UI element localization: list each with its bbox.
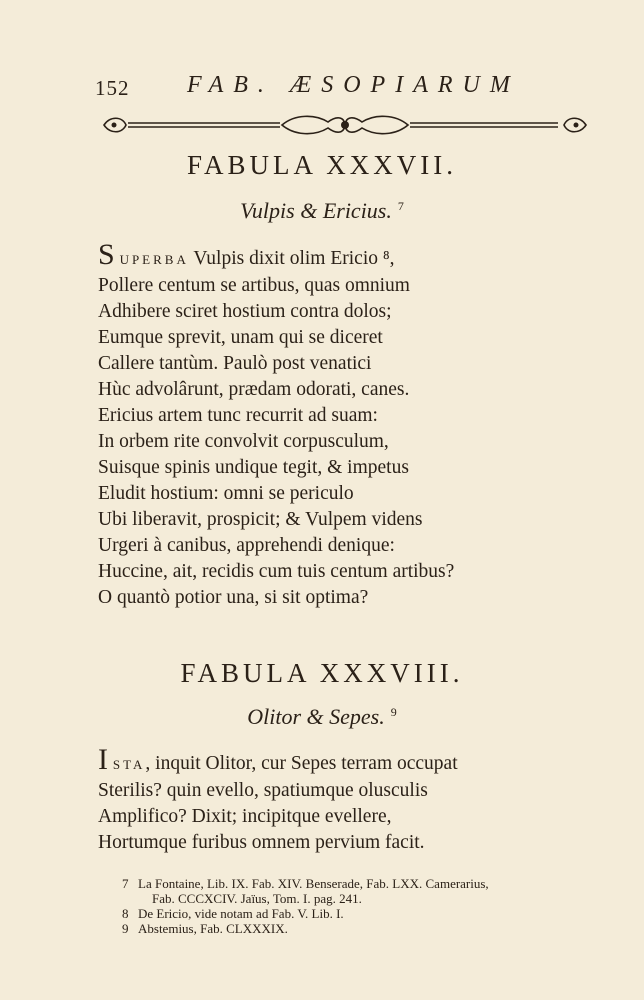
footnote-ref-7: 7	[397, 198, 404, 213]
footnote	[122, 921, 622, 936]
drop-initial: S	[98, 238, 115, 271]
fable-38-verse	[98, 743, 498, 856]
verse-line: S UPERBA Vulpis dixit olim Ericio ⁸,	[98, 238, 395, 271]
fable-37-verse	[98, 238, 498, 611]
verse-line: Ericius artem tunc recurrit ad suam:	[98, 405, 378, 426]
footnote	[122, 876, 622, 891]
footnote-ref-9: 9	[390, 704, 397, 719]
drop-initial: I	[98, 743, 108, 776]
footnote-number: 8	[122, 906, 129, 921]
footnote	[122, 891, 622, 906]
verse-line: Hortumque furibus omnem pervium facit.	[98, 832, 425, 853]
fable-37-heading: FABULA XXXVII.	[187, 150, 457, 180]
footnote-text: Fab. CCCXCIV. Jaïus, Tom. I. pag. 241.	[152, 891, 362, 906]
fable-38-subtitle	[0, 704, 644, 730]
footnote	[122, 906, 622, 921]
footnote-number: 9	[122, 921, 129, 936]
footnote-number: 7	[122, 876, 129, 891]
fable-37-subtitle	[0, 198, 644, 224]
running-head-title: FAB. ÆSOPIARUM	[187, 72, 520, 98]
running-head	[95, 68, 524, 98]
footnote-text: Abstemius, Fab. CLXXXIX.	[138, 921, 288, 936]
footnote-text: De Ericio, vide notam ad Fab. V. Lib. I.	[138, 906, 344, 921]
verse-line: Sterilis? quin evello, spatiumque olusculis	[98, 780, 428, 801]
verse-line: Huccine, ait, recidis cum tuis centum artibus?	[98, 561, 455, 582]
footnote-text: La Fontaine, Lib. IX. Fab. XIV. Benserade, Fab. LXX. Camerarius,	[138, 876, 489, 891]
page-number: 152	[95, 76, 130, 100]
fable-38-heading: FABULA XXXVIII.	[180, 658, 464, 688]
fable-38-subtitle-text: Olitor & Sepes.	[247, 704, 385, 729]
verse-line: O quantò potior una, si sit optima?	[98, 587, 369, 608]
small-caps-word: UPERBA	[119, 252, 189, 267]
small-caps-word: STA	[112, 757, 146, 772]
verse-line: Suisque spinis undique tegit, & impetus	[98, 457, 409, 478]
verse-line: Callere tantùm. Paulò post venatici	[98, 353, 372, 374]
verse-line: Eludit hostium: omni se periculo	[98, 483, 354, 504]
fable-37-subtitle-text: Vulpis & Ericius.	[240, 198, 392, 223]
verse-line: In orbem rite convolvit corpusculum,	[98, 431, 389, 452]
footnotes	[122, 876, 622, 936]
verse-line: Hùc advolârunt, prædam odorati, canes.	[98, 379, 410, 400]
verse-line: Urgeri à canibus, apprehendi denique:	[98, 535, 395, 556]
verse-line: Adhibere sciret hostium contra dolos;	[98, 301, 392, 322]
verse-line: Ubi liberavit, prospicit; & Vulpem videns	[98, 509, 423, 530]
verse-line: Eumque sprevit, unam qui se diceret	[98, 327, 383, 348]
ornamental-rule-icon	[100, 112, 590, 138]
verse-line: Amplifico? Dixit; incipitque evellere,	[98, 806, 392, 827]
verse-line: Pollere centum se artibus, quas omnium	[98, 275, 410, 296]
verse-line: I STA, inquit Olitor, cur Sepes terram occupat	[98, 743, 458, 776]
